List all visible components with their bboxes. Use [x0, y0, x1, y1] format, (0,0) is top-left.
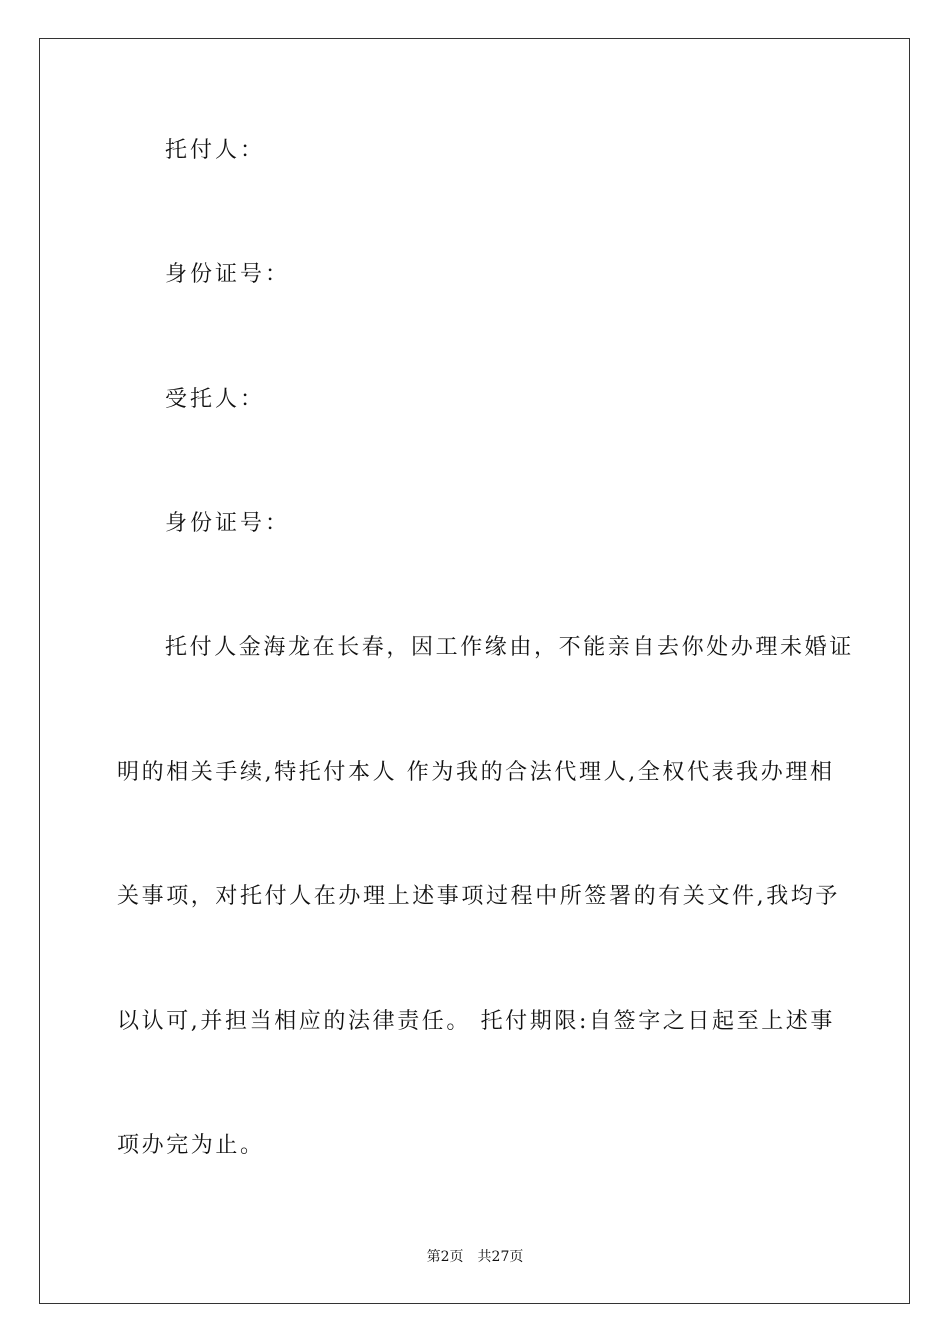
- page-border: [39, 38, 910, 1304]
- page-number-footer: 第2页 共27页: [426, 1249, 524, 1265]
- principal-label: 托付人：: [165, 138, 266, 163]
- principal-id-label: 身份证号：: [165, 262, 291, 287]
- agent-id-label: 身份证号：: [165, 511, 291, 536]
- paragraph-line: 以认可,并担当相应的法律责任。 托付期限:自签字之日起至上述事: [117, 1009, 836, 1034]
- agent-label: 受托人：: [165, 387, 266, 412]
- paragraph-line: 项办完为止。: [117, 1133, 265, 1158]
- paragraph-line: 明的相关手续,特托付本人 作为我的合法代理人,全权代表我办理相: [117, 760, 835, 785]
- paragraph-line: 关事项，对托付人在办理上述事项过程中所签署的有关文件,我均予: [117, 884, 840, 909]
- paragraph-line: 托付人金海龙在长春，因工作缘由，不能亲自去你处办理未婚证: [165, 635, 854, 660]
